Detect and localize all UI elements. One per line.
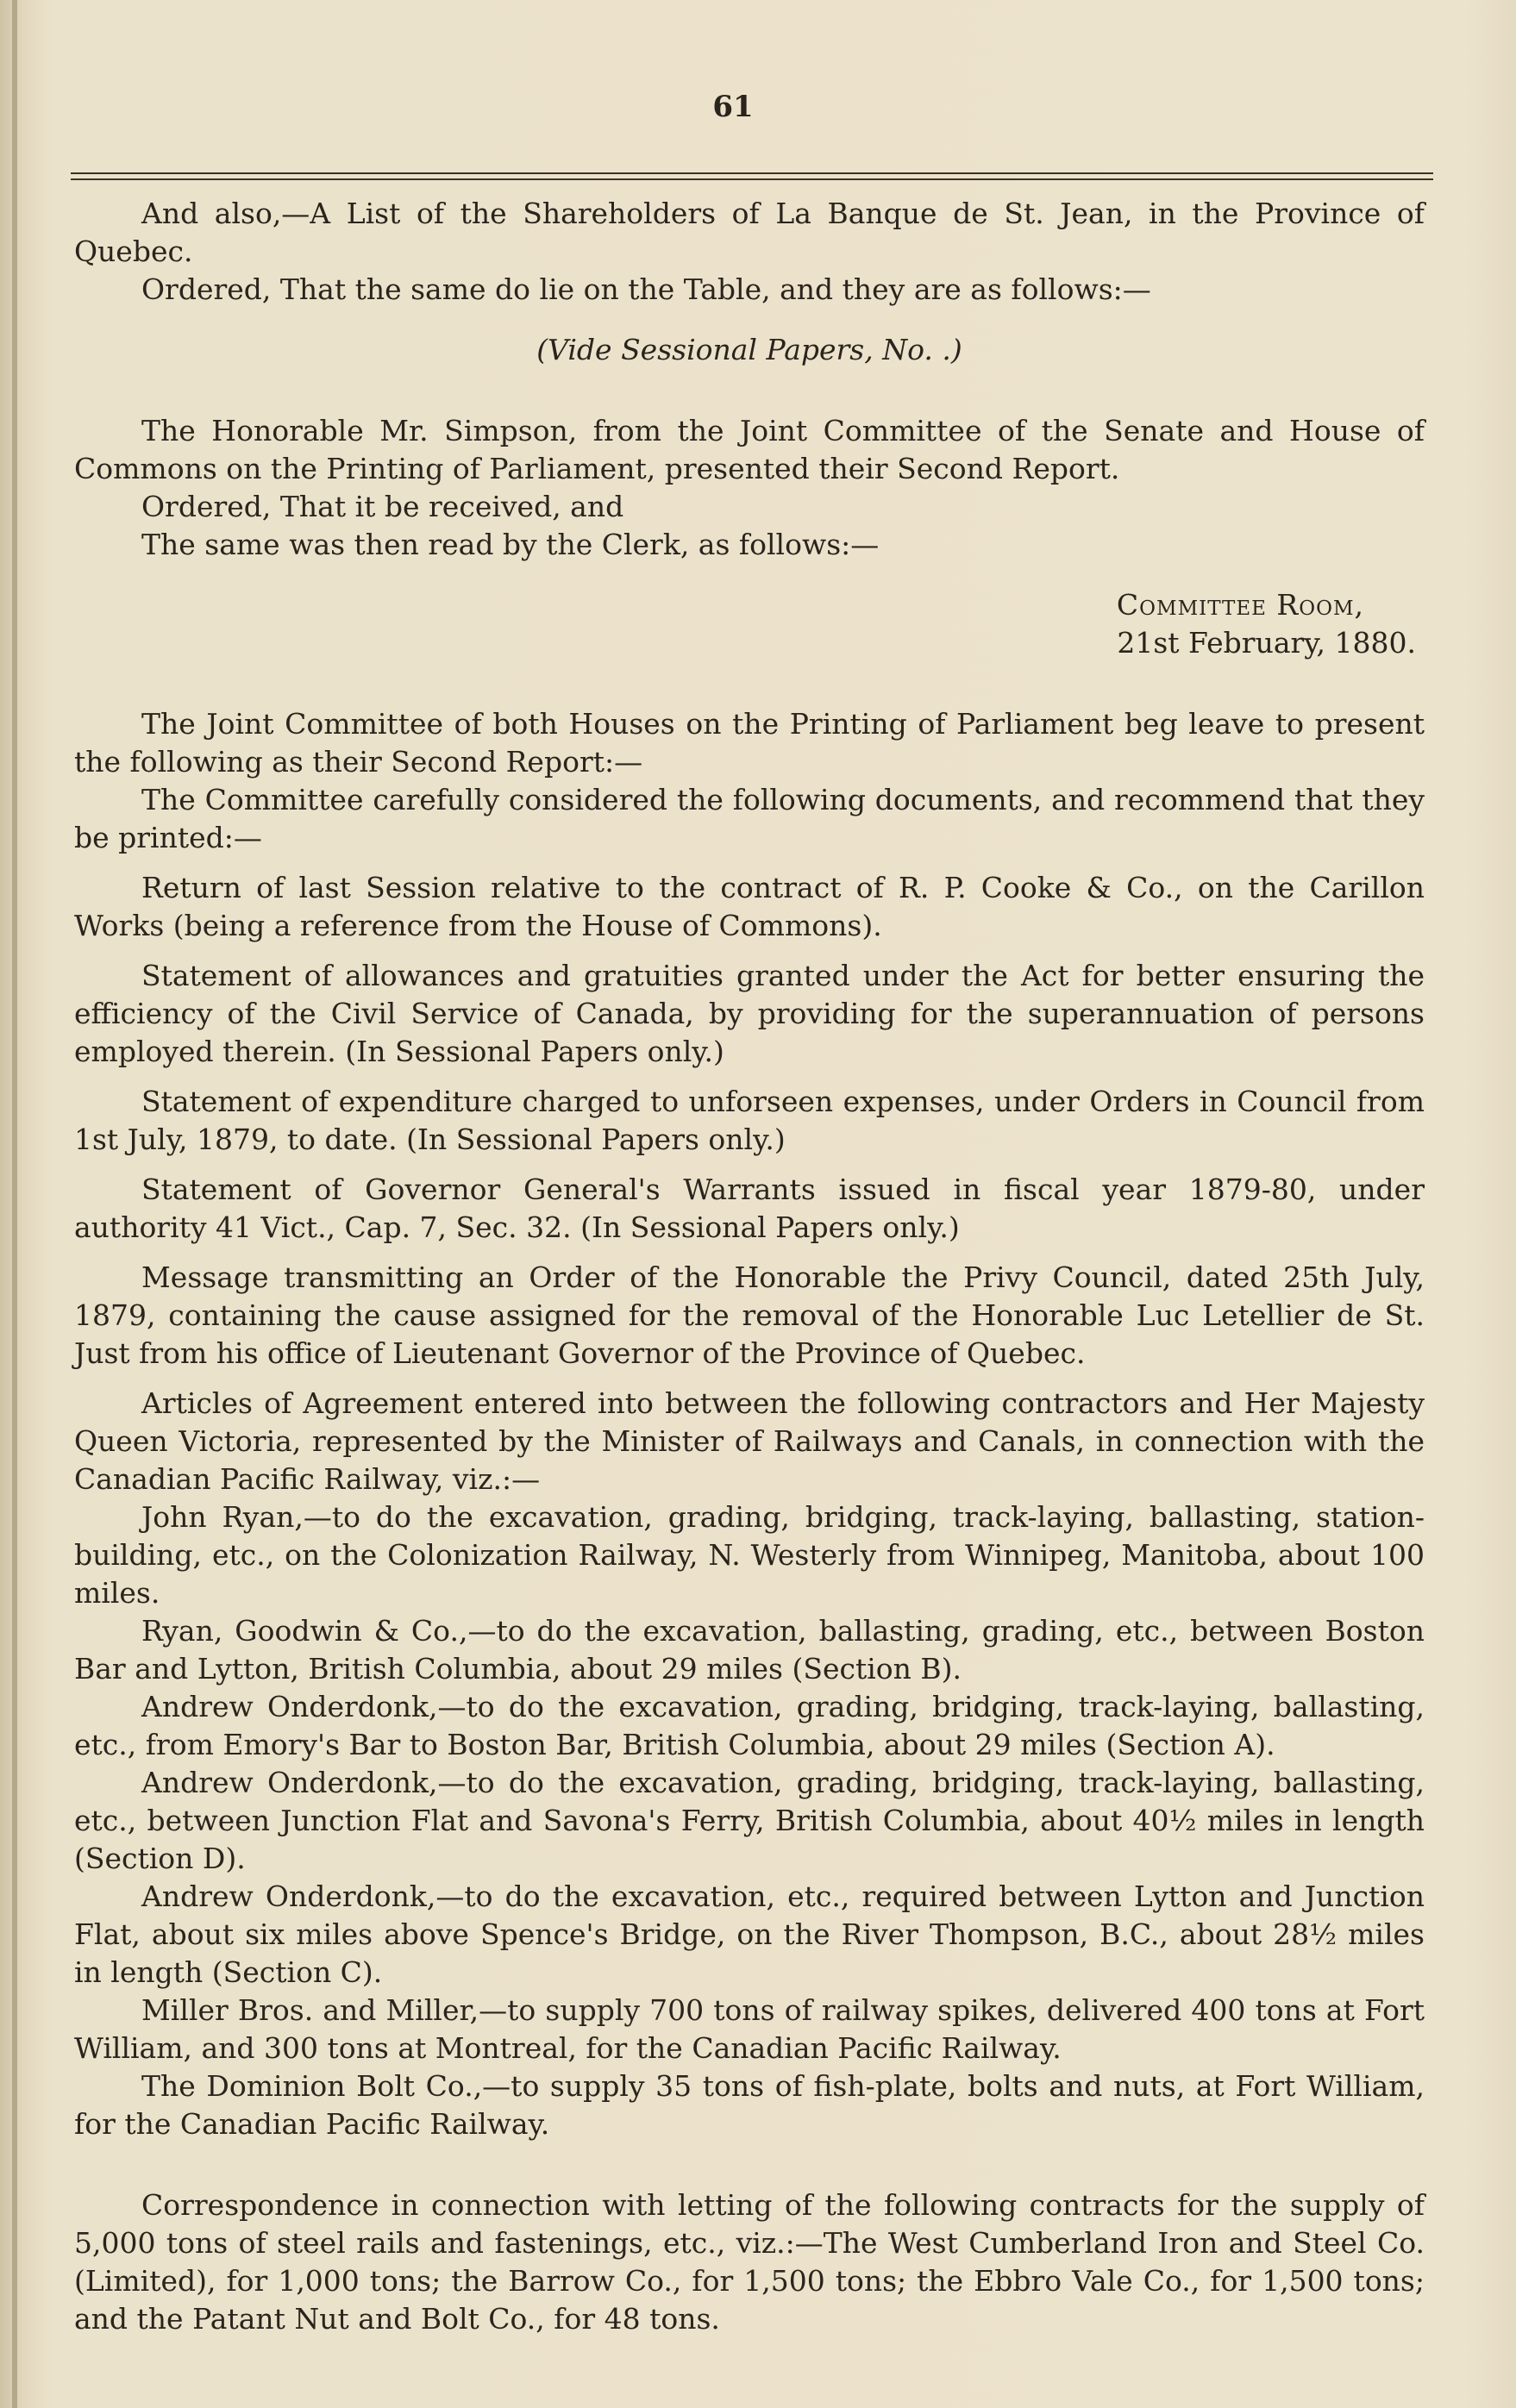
list-item: Statement of expenditure charged to unforseen expenses, under Orders in Council from 1st July, 1879, to date. (In Sessional Papers only.) (74, 1085, 1425, 1156)
paragraph: And also,—A List of the Shareholders of La Banque de St. Jean, in the Province of Quebec. (74, 197, 1425, 268)
paragraph: Ordered, That the same do lie on the Table, and they are as follows:— (141, 272, 1151, 306)
contract-item: The Dominion Bolt Co.,—to supply 35 tons of fish-plate, bolts and nuts, at Fort William, for the Canadian Pacific Railway. (74, 2069, 1425, 2141)
report-location: Committee Room, (1116, 588, 1364, 622)
paragraph: Correspondence in connection with letting of the following contracts for the supply of 5,000 tons of steel rails and fastenings, etc., viz.:—The West Cumberland Iron and Steel Co. (Limited), for 1,000 tons; the Barrow Co., for 1,500 tons; the Ebbro Vale Co., for 1,500 tons; and the Patant Nut and Bolt Co., for 48 tons. (74, 2188, 1425, 2336)
list-item: Statement of Governor General's Warrants issued in fiscal year 1879-80, under authority 41 Vict., Cap. 7, Sec. 32. (In Sessional Papers only.) (74, 1173, 1425, 1244)
contract-item: Miller Bros. and Miller,—to supply 700 tons of railway spikes, delivered 400 tons at Fort William, and 300 tons at Montreal, for the Canadian Pacific Railway. (74, 1993, 1425, 2065)
contract-item: Ryan, Goodwin & Co.,—to do the excavation, ballasting, grading, etc., between Boston Bar and Lytton, British Columbia, about 29 miles (Section B). (74, 1614, 1425, 1686)
report-date: 21st February, 1880. (1117, 626, 1416, 660)
header-rule-top (71, 172, 1433, 174)
list-item: Message transmitting an Order of the Honorable the Privy Council, dated 25th July, 1879, containing the cause assigned for the removal of the Honorable Luc Letellier de St. Just from his office of Lieutenant Governor of the Province of Quebec. (74, 1260, 1425, 1370)
page-body (74, 195, 1425, 2338)
sessional-papers-ref: (Vide Sessional Papers, No. .) (536, 333, 962, 366)
list-item: Statement of allowances and gratuities granted under the Act for better ensuring the efficiency of the Civil Service of Canada, by providing for the superannuation of persons employed therein. (In Sessional Papers only.) (74, 959, 1425, 1068)
list-item: Articles of Agreement entered into between the following contractors and Her Majesty Queen Victoria, represented by the Minister of Railways and Canals, in connection with the Canadian Pacific Railway, viz.:— (74, 1386, 1425, 1496)
contract-item: Andrew Onderdonk,—to do the excavation, grading, bridging, track-laying, ballasting, etc., between Junction Flat and Savona's Ferry, British Columbia, about 40½ miles in length (Section D). (74, 1766, 1425, 1875)
paragraph: The Joint Committee of both Houses on the Printing of Parliament beg leave to present the following as their Second Report:— (74, 707, 1425, 779)
paragraph: The Committee carefully considered the following documents, and recommend that they be printed:— (74, 783, 1425, 854)
header-rule-bottom (71, 178, 1433, 180)
paragraph: The same was then read by the Clerk, as follows:— (141, 528, 880, 561)
page-number: 61 (712, 90, 754, 124)
paragraph: Ordered, That it be received, and (141, 490, 624, 523)
binding-gutter (12, 0, 17, 2408)
contract-item: Andrew Onderdonk,—to do the excavation, etc., required between Lytton and Junction Flat, about six miles above Spence's Bridge, on the River Thompson, B.C., about 28½ miles in length (Section C). (74, 1879, 1425, 1989)
paragraph: The Honorable Mr. Simpson, from the Joint Committee of the Senate and House of Commons on the Printing of Parliament, presented their Second Report. (74, 414, 1425, 485)
contract-item: John Ryan,—to do the excavation, grading, bridging, track-laying, ballasting, station-building, etc., on the Colonization Railway, N. Westerly from Winnipeg, Manitoba, about 100 miles. (74, 1500, 1425, 1610)
list-item: Return of last Session relative to the contract of R. P. Cooke & Co., on the Carillon Works (being a reference from the House of Commons). (74, 871, 1425, 942)
contract-item: Andrew Onderdonk,—to do the excavation, grading, bridging, track-laying, ballasting, etc., from Emory's Bar to Boston Bar, British Columbia, about 29 miles (Section A). (74, 1690, 1425, 1761)
